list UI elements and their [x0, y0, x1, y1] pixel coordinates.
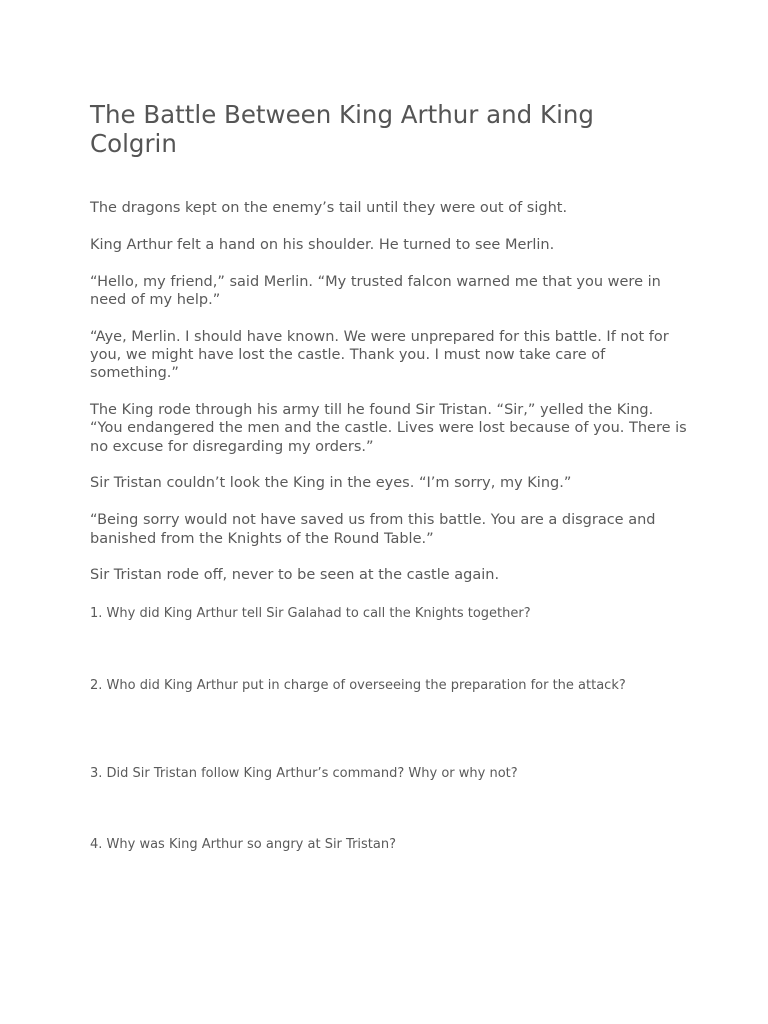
document-title: The Battle Between King Arthur and King Colgrin: [90, 100, 594, 158]
story-paragraph: “Aye, Merlin. I should have known. We were unprepared for this battle. If not for you, we might have lost the castle. Thank you. I must now take care of something.”: [90, 328, 669, 382]
story-paragraph: The King rode through his army till he found Sir Tristan. “Sir,” yelled the King. “You endangered the men and the castle. Lives were lost because of you. There is no excuse for disregarding my orders.”: [90, 402, 687, 455]
question-item: 2. Who did King Arthur put in charge of overseeing the preparation for the attack?: [90, 677, 626, 693]
document-page: [90, 100, 690, 853]
story-paragraph: “Hello, my friend,” said Merlin. “My trusted falcon warned me that you were in need of my help.”: [90, 273, 661, 308]
story-paragraph: King Arthur felt a hand on his shoulder. He turned to see Merlin.: [90, 236, 555, 253]
question-item: 3. Did Sir Tristan follow King Arthur’s command? Why or why not?: [90, 765, 518, 781]
question-list: [90, 605, 690, 854]
story-paragraph: The dragons kept on the enemy’s tail until they were out of sight.: [90, 200, 568, 216]
story-paragraph: Sir Tristan couldn’t look the King in the eyes. “I’m sorry, my King.”: [90, 475, 572, 492]
story-text: [90, 199, 690, 585]
question-item: 4. Why was King Arthur so angry at Sir Tristan?: [90, 836, 396, 852]
question-item: 1. Why did King Arthur tell Sir Galahad to call the Knights together?: [90, 605, 531, 621]
story-paragraph: “Being sorry would not have saved us from this battle. You are a disgrace and banished from the Knights of the Round Table.”: [90, 512, 656, 547]
story-paragraph: Sir Tristan rode off, never to be seen at the castle again.: [90, 567, 500, 584]
